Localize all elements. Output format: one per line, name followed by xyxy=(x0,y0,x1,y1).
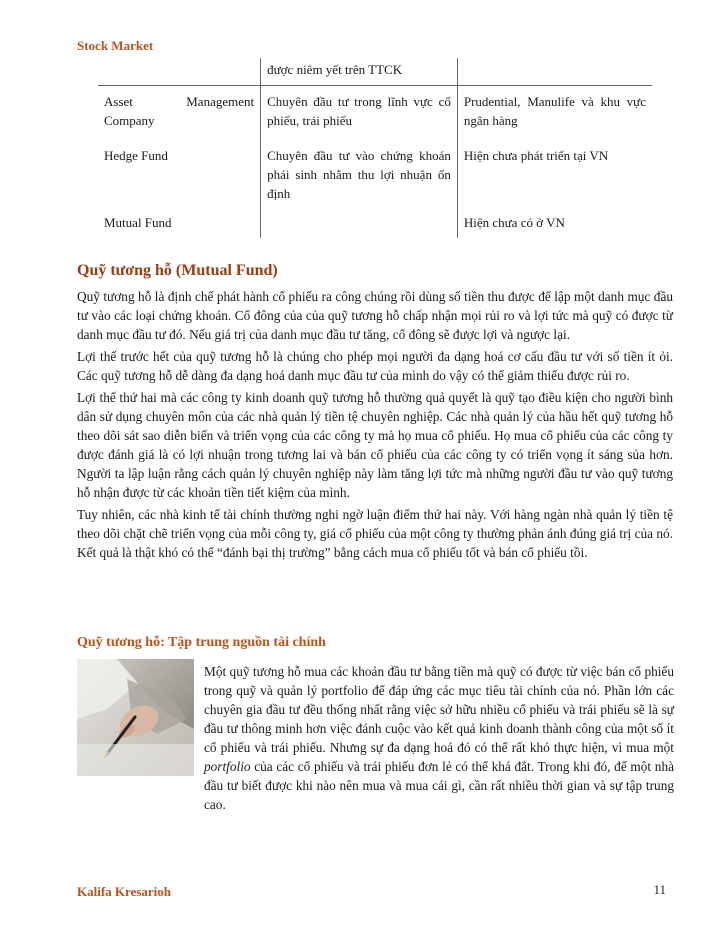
fund-comparison-table xyxy=(98,58,652,238)
paragraph: Lợi thế thứ hai mà các công ty kinh doanh quỹ tương hỗ thường quả quyết là quỹ tạo điều kiện cho người bình dân sử dụng chuyên môn của các nhà quản lý tiền tệ chuyên nghiệp. Các nhà quản lý của hầu hết quỹ tương hỗ theo dõi sát sao diễn biến và triển vọng của các công ty mà họ mua cổ phiếu. Họ mua cổ phiếu của các công ty được đánh giá là có lợi nhuận trong tương lai và bán cổ phiếu của các công ty có triển vọng ít sáng sủa hơn. Người ta lập luận rằng cách quản lý chuyên nghiệp này làm tăng lợi tức mà những người đầu tư vào quỹ tương hỗ nhận được từ các khoản tiền tiết kiệm của mình. xyxy=(77,390,673,500)
footer-author: Kalifa Kresarioh xyxy=(77,884,172,899)
table-cell xyxy=(98,58,261,86)
table-cell: Asset Management Company xyxy=(98,86,261,137)
table-row xyxy=(98,136,652,209)
financing-paragraph xyxy=(204,662,674,814)
section-heading-mutual-fund: Quỹ tương hỗ (Mutual Fund) xyxy=(77,262,278,279)
section-body xyxy=(77,287,673,565)
hand-writing-icon xyxy=(77,659,194,776)
text-segment: của các cổ phiếu và trái phiếu đơn lẻ có thể khá đắt. Trong khi đó, để một nhà đầu tư biết được khi nào nên mua và mua cái gì, cần rất nhiều thời gian và sự tập trung cao. xyxy=(204,759,674,812)
page-number: 11 xyxy=(653,882,666,897)
paragraph: Tuy nhiên, các nhà kinh tế tài chính thường nghi ngờ luận điểm thứ hai này. Với hàng ngàn nhà quản lý tiền tệ theo dõi chặt chẽ triển vọng của mỗi công ty, giá cổ phiếu của một công ty thường phản ánh đúng giá trị của nó. Kết quả là thật khó có thể “đánh bại thị trường” bằng cách mua cổ phiếu tốt và bán cổ phiếu tồi. xyxy=(77,507,673,560)
table-cell: được niêm yết trên TTCK xyxy=(261,58,458,86)
table-cell: Hedge Fund xyxy=(98,136,261,209)
italic-term-portfolio: portfolio xyxy=(204,759,251,774)
table-cell xyxy=(457,58,652,86)
paragraph: Lợi thế trước hết của quỹ tương hỗ là chúng cho phép mọi người đa dạng hoá cơ cấu đầu tư với số tiền ít ỏi. Các quỹ tương hỗ dễ dàng đa dạng hoá danh mục đầu tư của mình do vậy có thể giảm thiểu được rủi ro. xyxy=(77,349,673,383)
table-cell: Chuyên đầu tư trong lĩnh vực cổ phiếu, trái phiếu xyxy=(261,86,458,137)
paragraph: Quỹ tương hỗ là định chế phát hành cổ phiếu ra công chúng rồi dùng số tiền thu được để lập một danh mục đầu tư vào các loại chứng khoán. Cổ đông của của quỹ tương hỗ chấp nhận mọi rủi ro và lợi tức mà quỹ có được từ danh mục đầu tư đó. Nếu giá trị của danh mục đầu tư tăng, cổ đông sẽ được lợi và ngược lại. xyxy=(77,289,673,342)
table-cell: Chuyên đầu tư vào chứng khoán phái sinh nhằm thu lợi nhuận ổn định xyxy=(261,136,458,209)
table-row xyxy=(98,86,652,137)
table-cell: Hiện chưa phát triển tại VN xyxy=(463,148,609,163)
table-cell xyxy=(261,209,458,238)
table-row xyxy=(98,209,652,238)
table-cell: Hiện chưa có ở VN xyxy=(463,215,565,230)
section-heading-financing: Quỹ tương hỗ: Tập trung nguồn tài chính xyxy=(77,635,326,650)
table-cell: Mutual Fund xyxy=(98,209,261,238)
text-segment: Một quỹ tương hỗ mua các khoản đầu tư bằng tiền mà quỹ có được từ việc bán cổ phiếu trong quỹ và quản lý portfolio để đáp ứng các mục tiêu tài chính của nó. Phần lớn các chuyên gia đầu tư đều thống nhất rằng việc sở hữu nhiều cổ phiếu và trái phiếu sẽ là sự đầu tư thông minh hơn việc đánh cuộc vào kết quả kinh doanh thành công của một số ít cổ phiếu và trái phiếu. Nhưng sự đa dạng hoá đó có thể rất khó thực hiện, vì mua một xyxy=(204,664,674,755)
table-cell: Prudential, Manulife và khu vực ngân hàng xyxy=(463,94,646,128)
table-row xyxy=(98,58,652,86)
pen-writing-photo xyxy=(77,659,194,776)
running-header: Stock Market xyxy=(77,38,154,53)
